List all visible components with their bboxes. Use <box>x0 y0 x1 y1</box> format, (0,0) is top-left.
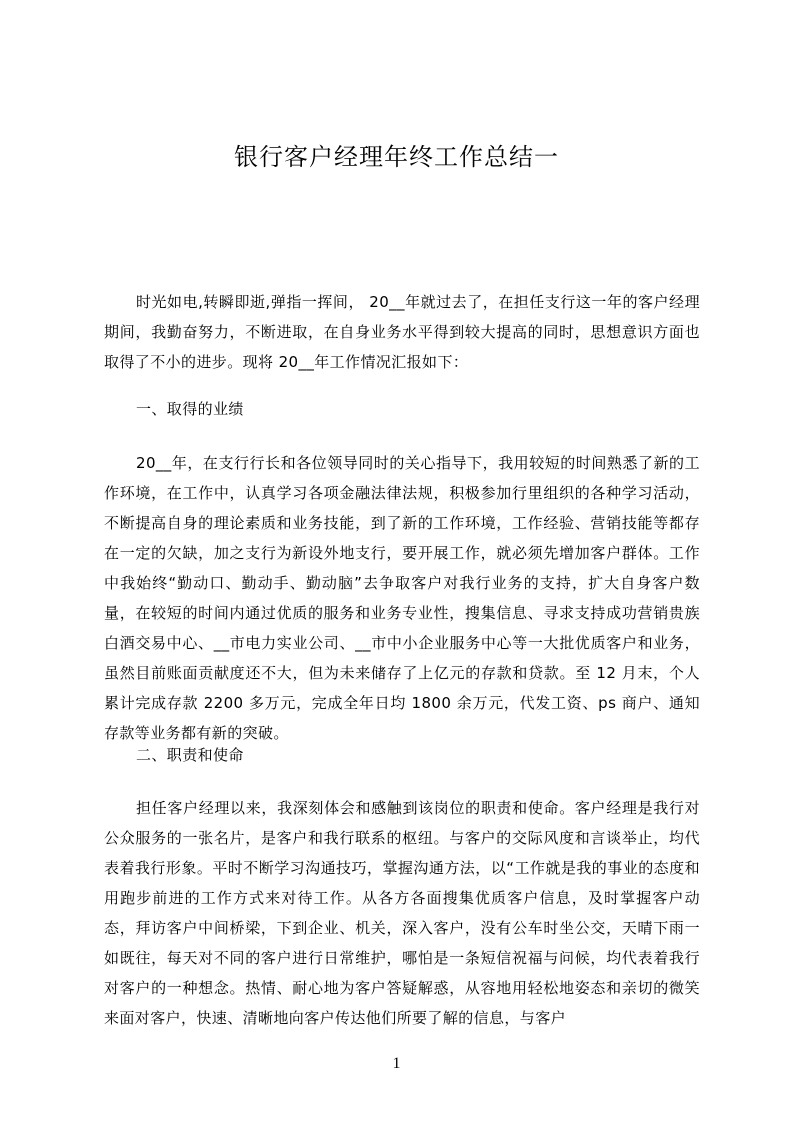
intro-paragraph: 时光如电,转瞬即逝,弹指一挥间， 20__年就过去了，在担任支行这一年的客户经理期间，我勤奋努力，不断进取，在自身业务水平得到较大提高的同时，思想意识方面也取得了不小的进步。现将 20__年工作情况汇报如下： <box>104 293 700 371</box>
duties-paragraph: 担任客户经理以来，我深刻体会和感触到该岗位的职责和使命。客户经理是我行对公众服务的一张名片，是客户和我行联系的枢纽。与客户的交际风度和言谈举止，均代表着我行形象。平时不断学习沟通技巧，掌握沟通方法，以“工作就是我的事业的态度和用跑步前进的工作方式来对待工作。从各方各面搜集优质客户信息，及时掌握客户动态，拜访客户中间桥梁，下到企业、机关，深入客户，没有公车时坐公交，天晴下雨一如既往，每天对不同的客户进行日常维护，哪怕是一条短信祝福与问候，均代表着我行对客户的一种想念。热情、耐心地为客户答疑解惑，从容地用轻松地姿态和亲切的微笑来面对客户，快速、清晰地向客户传达他们所要了解的信息，与客户 <box>104 799 700 1027</box>
section-heading-achievements: 一、取得的业绩 <box>136 400 244 418</box>
page-number: 1 <box>392 1055 401 1072</box>
document-title: 银行客户经理年终工作总结一 <box>234 143 559 171</box>
achievements-paragraph: 20__年，在支行行长和各位领导同时的关心指导下，我用较短的时间熟悉了新的工作环境，在工作中，认真学习各项金融法律法规，积极参加行里组织的各种学习活动，不断提高自身的理论素质和业务技能，到了新的工作环境，工作经验、营销技能等都存在一定的欠缺，加之支行为新设外地支行，要开展工作，就必须先增加客户群体。工作中我始终“勤动口、勤动手、勤动脑”去争取客户对我行业务的支持，扩大自身客户数量，在较短的时间内通过优质的服务和业务专业性，搜集信息、寻求支持成功营销贵族白酒交易中心、__市电力实业公司、__市中小企业服务中心等一大批优质客户和业务，虽然目前账面贡献度还不大，但为未来储存了上亿元的存款和贷款。至 12 月末，个人累计完成存款 2200 多万元，完成全年日均 1800 余万元，代发工资、ps 商户、通知存款等业务都有新的突破。 <box>104 454 700 742</box>
section-heading-duties: 二、职责和使命 <box>136 746 244 764</box>
